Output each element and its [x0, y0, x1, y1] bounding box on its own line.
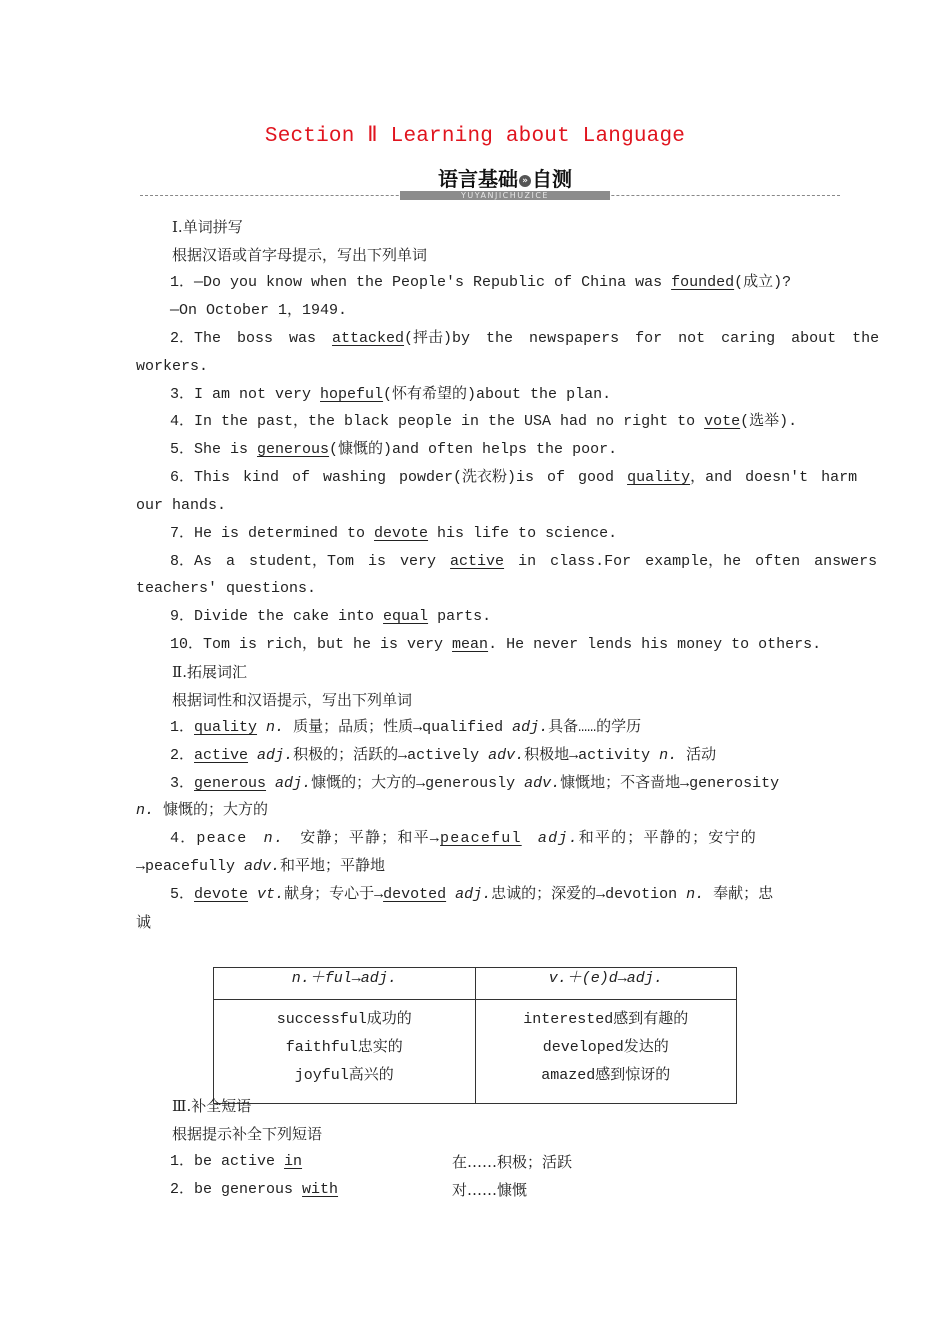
word-5-answer-2: devoted [383, 886, 447, 903]
table-cell: faithful忠实的 [285, 1039, 403, 1056]
suffix-table [213, 967, 737, 1104]
phrase-1-answer: in [284, 1153, 303, 1170]
part1-heading: Ⅰ.单词拼写 [172, 218, 243, 236]
table-cell: developed发达的 [542, 1039, 669, 1056]
table-cell: joyful高兴的 [294, 1067, 394, 1084]
answer-9: equal [383, 608, 429, 625]
part2-instruction: 根据词性和汉语提示，写出下列单词 [172, 691, 413, 709]
table-cell: successful成功的 [276, 1011, 412, 1028]
word-1-answer: quality [194, 719, 258, 736]
word-4: 4．peace n. 安静；平静；和平→peaceful adj.和平的；平静的；安宁的 [170, 830, 757, 847]
table-col-right [475, 1000, 737, 1104]
table-header-right: v.＋(e)d→adj. [475, 968, 737, 1000]
word-4-cont: →peacefully adv.和平地；平静地 [136, 858, 386, 875]
question-1: 1．—Do you know when the People's Republic of China was founded(成立)? [170, 274, 792, 291]
question-10: 10．Tom is rich，but he is very mean. He never lends his money to others. [170, 636, 822, 653]
section-banner [140, 163, 840, 203]
answer-4: vote [704, 413, 741, 430]
banner-subtitle: YUYANJICHUZICE [400, 191, 610, 200]
phrase-1-meaning: 在……积极；活跃 [452, 1153, 573, 1171]
answer-10: mean [452, 636, 489, 653]
answer-6: quality [627, 469, 691, 486]
word-3-answer: generous [194, 775, 267, 792]
table-header-left: n.＋ful→adj. [214, 968, 476, 1000]
word-3: 3．generous adj.慷慨的；大方的→generously adv.慷慨地；不吝啬地→generosity [170, 775, 780, 792]
table-cell: amazed感到惊讶的 [541, 1067, 671, 1084]
banner-title [420, 163, 590, 192]
banner-title-left: 语言基础 [438, 167, 518, 191]
answer-1: founded [671, 274, 735, 291]
question-4: 4．In the past，the black people in the USA had no right to vote(选举). [170, 413, 798, 430]
answer-8: active [450, 553, 505, 570]
phrase-1: 1．be active in [170, 1153, 303, 1170]
word-2-answer: active [194, 747, 249, 764]
question-5: 5．She is generous(慷慨的)and often helps the poor. [170, 441, 618, 458]
answer-3: hopeful [320, 386, 384, 403]
page-title: Section Ⅱ Learning about Language [264, 125, 686, 148]
question-6: 6．This kind of washing powder(洗衣粉)is of good quality，and doesn't harm [170, 469, 858, 486]
table-cell: interested感到有趣的 [523, 1011, 689, 1028]
phrase-2: 2．be generous with [170, 1181, 339, 1198]
banner-title-right: 自测 [532, 167, 572, 191]
question-2: 2．The boss was attacked(抨击)by the newspapers for not caring about the [170, 330, 880, 347]
word-2: 2．active adj.积极的；活跃的→actively adv.积极地→activity n. 活动 [170, 747, 717, 764]
table-col-left [214, 1000, 476, 1104]
question-9: 9．Divide the cake into equal parts. [170, 608, 492, 625]
word-4-answer: peaceful [440, 830, 522, 847]
part1-instruction: 根据汉语或首字母提示，写出下列单词 [172, 246, 428, 264]
question-6-cont: our hands. [136, 497, 227, 514]
word-5: 5．devote vt.献身；专心于→devoted adj.忠诚的；深爱的→devotion n. 奉献；忠 [170, 886, 774, 903]
question-8: 8．As a student，Tom is very active in class.For example，he often answers [170, 553, 878, 570]
word-1: 1．quality n. 质量；品质；性质→qualified adj.具备……的学历 [170, 719, 642, 736]
phrase-2-meaning: 对……慷慨 [452, 1181, 528, 1199]
banner-arrow-icon: » [519, 175, 531, 187]
part2-heading: Ⅱ.拓展词汇 [172, 663, 247, 681]
question-1-reply: —On October 1，1949. [170, 302, 348, 319]
part3-instruction: 根据提示补全下列短语 [172, 1125, 323, 1143]
part3-heading: Ⅲ.补全短语 [172, 1097, 252, 1115]
phrase-2-answer: with [302, 1181, 339, 1198]
question-3: 3．I am not very hopeful(怀有希望的)about the plan. [170, 386, 612, 403]
answer-2: attacked [332, 330, 405, 347]
answer-5: generous [257, 441, 330, 458]
word-5-cont: 诚 [136, 913, 152, 931]
word-5-answer: devote [194, 886, 249, 903]
answer-7: devote [374, 525, 429, 542]
word-3-cont: n. 慷慨的；大方的 [136, 802, 269, 819]
question-2-cont: workers. [136, 358, 209, 375]
question-7: 7．He is determined to devote his life to science. [170, 525, 618, 542]
question-8-cont: teachers' questions. [136, 580, 317, 597]
